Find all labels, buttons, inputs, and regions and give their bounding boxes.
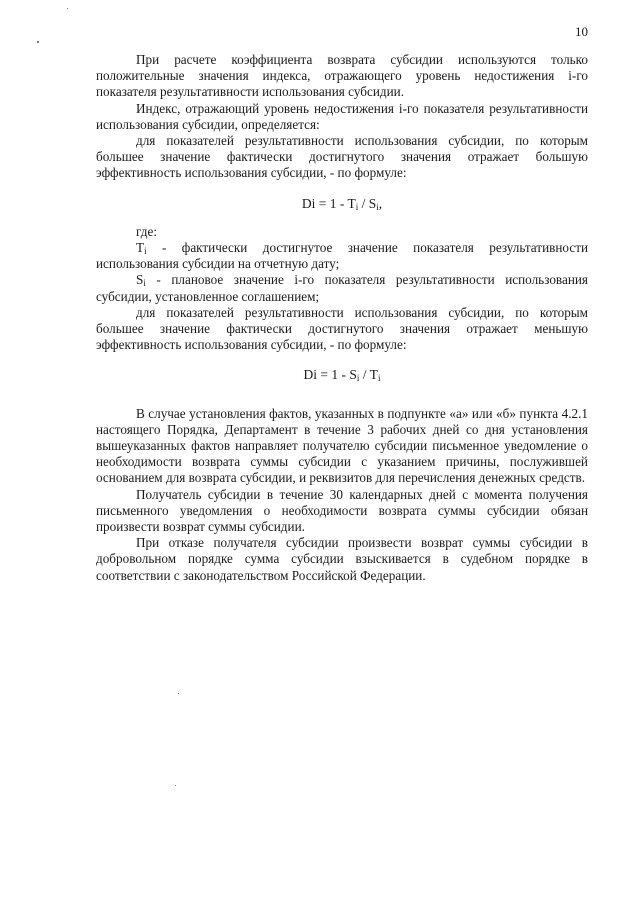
paragraph-return-deadline: Получатель субсидии в течение 30 календарных дней с момента получения письменного уведомления о необходимости возврата суммы субсидии обязан произвести возврат суммы субсидии. [96,486,588,535]
paragraph-positive-values: При расчете коэффициента возврата субсидии используются только положительные значения индекса, отражающего уровень недостижения i-го показателя результативности использования субсидии. [96,52,588,100]
paragraph-court-recovery: При отказе получателя субсидии произвести возврат суммы субсидии в добровольном порядке сумма субсидии взыскивается в судебном порядке в соответствии с законодательством Российской Федерации. [96,535,588,583]
definition-ti: $T_i$ - фактически достигнутое значение показателя результативности использования субсидии на отчетную дату; [96,240,589,272]
paragraph-violation-notice: В случае установления фактов, указанных в подпункте «а» или «б» пункта 4.2.1 настоящего Порядка, Департамент в течение 3 рабочих дней со дня установления вышеуказанных фактов направляет получателю субсидии письменное уведомление о необходимости возврата суммы субсидии с указанием причины, послужившей основанием для возврата субсидии, и реквизитов для перечисления денежных средств. [96,405,588,486]
scan-speck [175,785,176,786]
page-number: 10 [575,24,588,39]
symbol-s: S [136,272,144,288]
scan-speck [178,693,179,694]
formula-greater-is-better: $Di = 1 - T_i / S_i$, [301,195,383,212]
where-label: где: [136,223,157,239]
scan-speck [67,8,68,9]
paragraph-greater-is-better: для показателей результативности использования субсидии, по которым большее значение фактически достигнутого значения отражает большую эффективность использования субсидии, - по формуле: [96,133,588,181]
formula-greater-is-worse: $Di = 1 - S_i / T_i$ [303,367,381,384]
document-body [96,52,588,584]
symbol-t: T [136,240,145,256]
paragraph-index-definition: Индекс, отражающий уровень недостижения i-го показателя результативности использования субсидии, определяется: [96,100,588,132]
definition-si: $S_i$ - плановое значение i-го показателя результативности использования субсидии, установленное соглашением; [96,272,589,304]
paragraph-greater-is-worse: для показателей результативности использования субсидии, по которым большее значение фактически достигнутого значения отражает меньшую эффективность использования субсидии, - по формуле: [96,304,588,353]
scan-speck [37,41,39,43]
